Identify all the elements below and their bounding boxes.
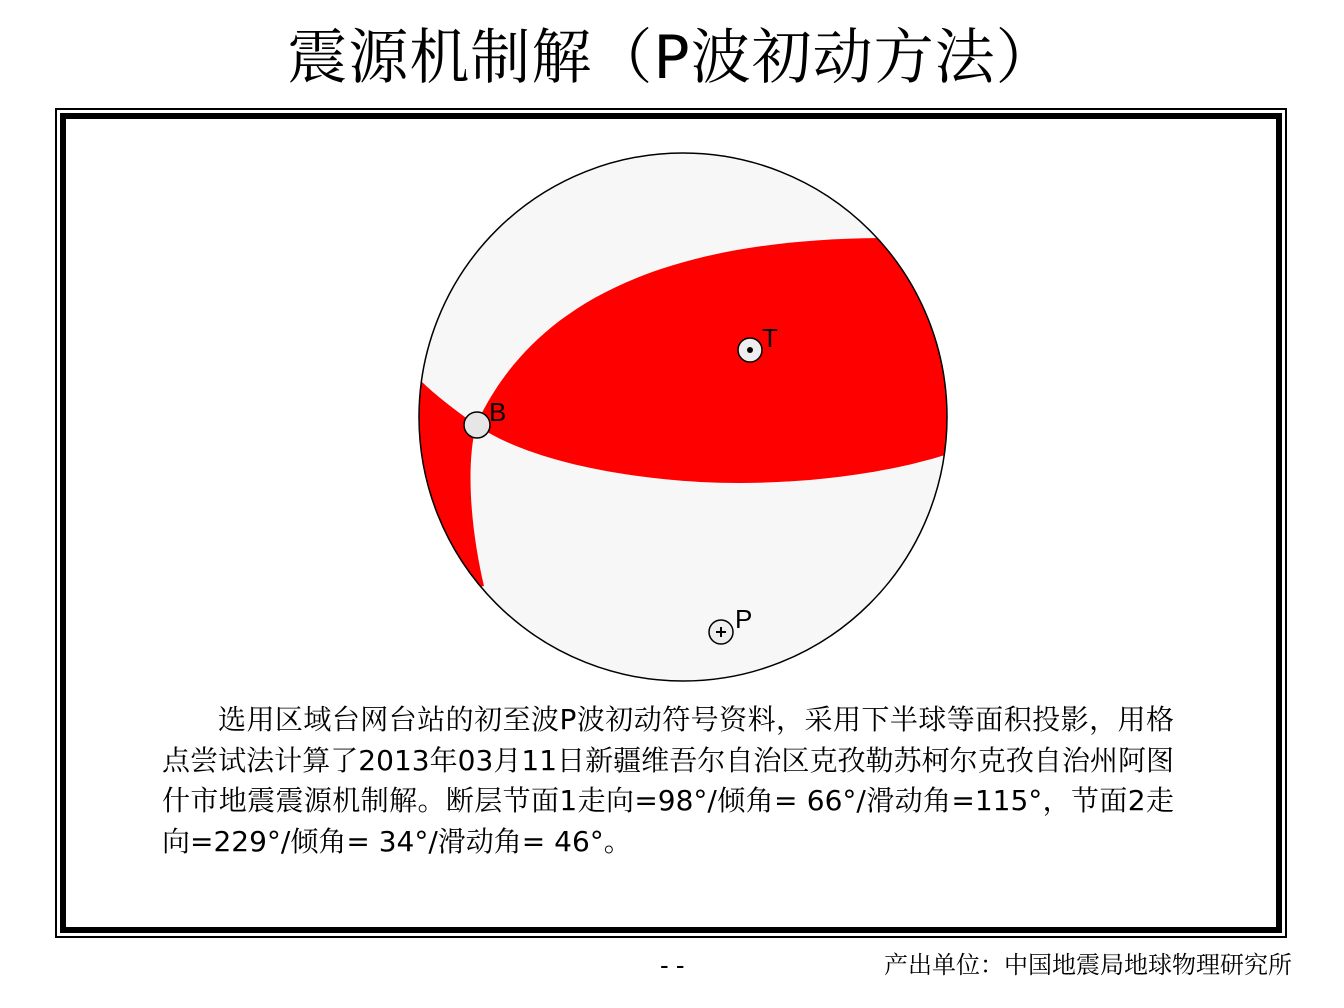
p-axis-label: P (735, 604, 753, 634)
page-number: - - (660, 950, 685, 980)
t-axis-label: T (762, 323, 778, 353)
b-axis-label: B (489, 397, 507, 427)
page-title: 震源机制解（P波初动方法） (287, 23, 1057, 93)
b-axis-marker (464, 412, 490, 438)
producer-credit: 产出单位：中国地震局地球物理研究所 (884, 951, 1292, 979)
t-axis-marker (738, 338, 762, 362)
mechanism-description: 选用区域台网台站的初至波P波初动符号资料，采用下半球等面积投影，用格点尝试法计算了2013年03月11日新疆维吾尔自治区克孜勒苏柯尔克孜自治州阿图什市地震震源机制解。断层节面1走向=98°/倾角= 66°/滑动角=115°，节面2走向=229°/倾角= 34°/滑动角= 46°。 (162, 703, 1174, 858)
p-axis-marker (709, 620, 733, 644)
